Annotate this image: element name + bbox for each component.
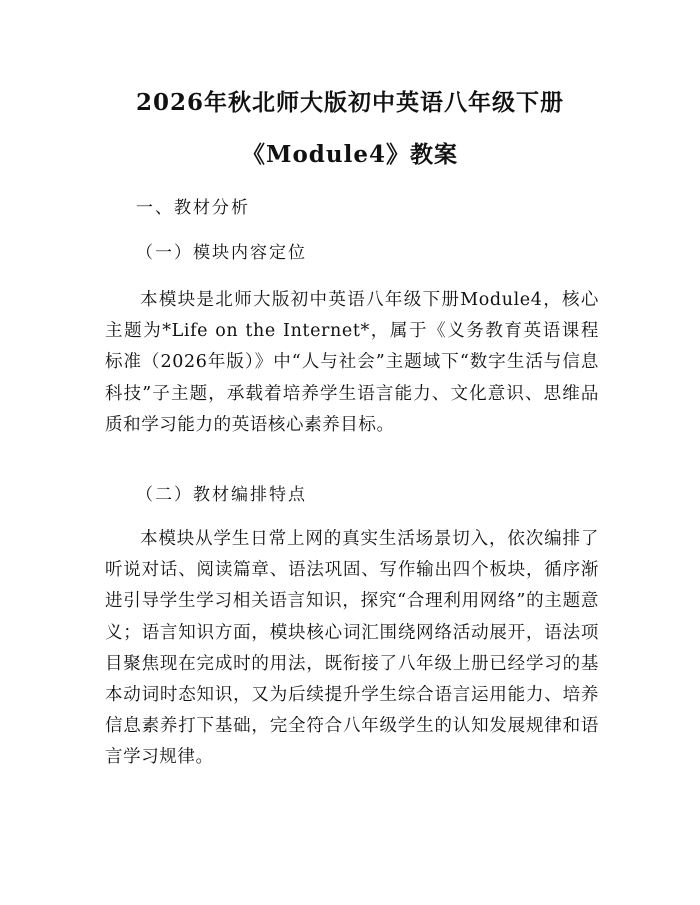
- paragraph-module-positioning: 本模块是北师大版初中英语八年级下册Module4，核心主题为*Life on the Internet*，属于《义务教育英语课程标准（2026年版）》中“人与社会”主题域下“数字生活与信息科技”子主题，承载着培养学生语言能力、文化意识、思维品质和学习能力的英语核心素养目标。: [105, 290, 599, 435]
- subsection-heading-arrangement: （二）教材编排特点: [136, 485, 307, 505]
- document-title-line-2: 《Module4》教案: [242, 141, 458, 168]
- paragraph-arrangement-features: 本模块从学生日常上网的真实生活场景切入，依次编排了听说对话、阅读篇章、语法巩固、写作输出四个板块，循序渐进引导学生学习相关语言知识，探究“合理利用网络”的主题意义；语言知识方面，模块核心词汇围绕网络活动展开，语法项目聚焦现在完成时的用法，既衔接了八年级上册已经学习的基本动词时态知识，又为后续提升学生综合语言运用能力、培养信息素养打下基础，完全符合八年级学生的认知发展规律和语言学习规律。: [105, 529, 599, 768]
- document-title-line-1: 2026年秋北师大版初中英语八年级下册: [135, 89, 564, 116]
- section-heading-analysis: 一、教材分析: [136, 198, 250, 218]
- subsection-heading-positioning: （一）模块内容定位: [136, 243, 307, 263]
